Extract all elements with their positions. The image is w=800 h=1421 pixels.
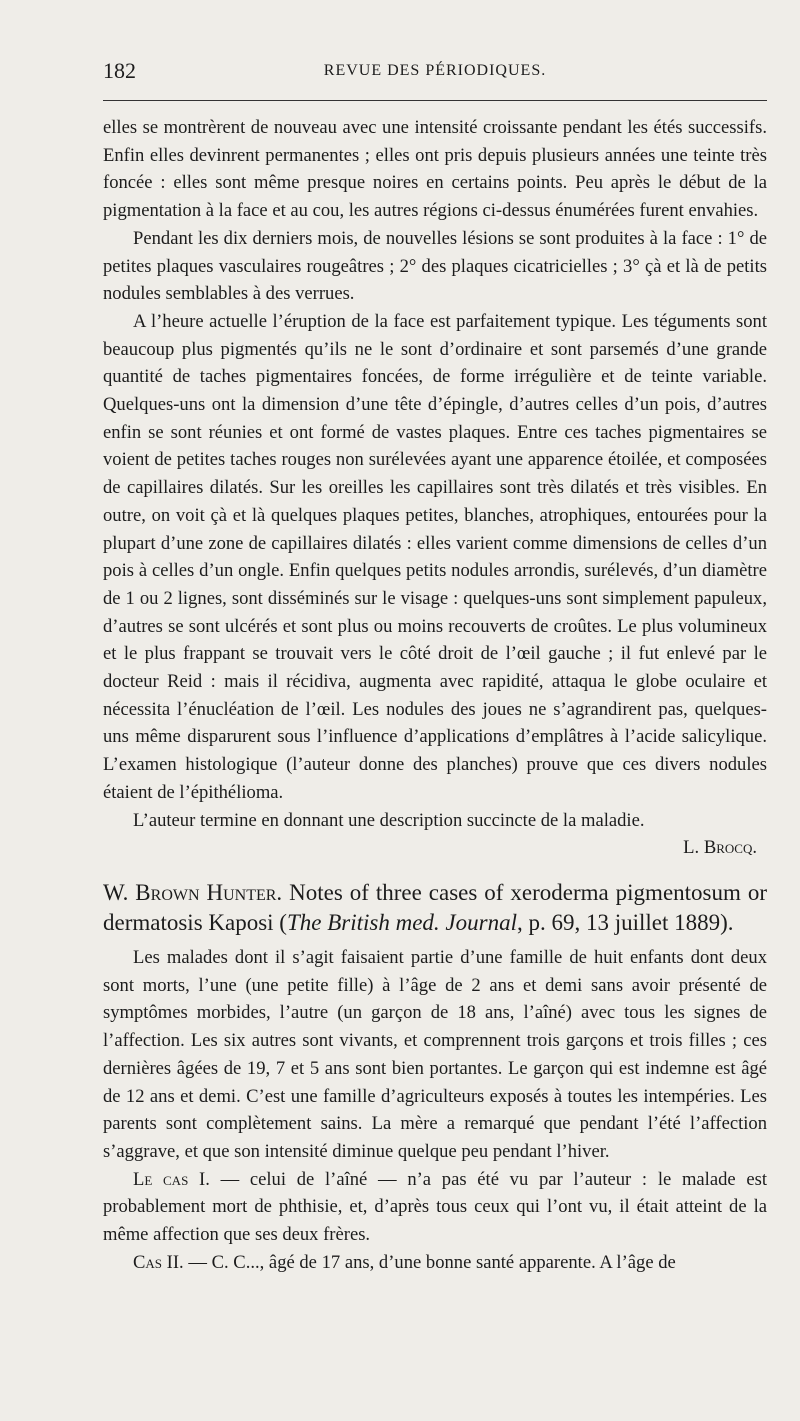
- paragraph-case-1: [103, 1166, 767, 1249]
- page-number: 182: [103, 58, 136, 83]
- case-2-text: — C. C..., âgé de 17 ans, d’une bonne santé apparente. A l’âge de: [183, 1251, 676, 1273]
- article-author: W. Brown Hunter.: [103, 879, 283, 905]
- paragraph-current-eruption: A l’heure actuelle l’éruption de la face est parfaitement typique. Les téguments sont beaucoup plus pigmentés qu’ils ne le sont d’ordinaire et sont parsemés d’une grande quantité de taches pigmentaires foncées, de forme irrégulière et de teinte variable. Quelques-uns ont la dimension d’une tête d’épingle, d’autres celles d’un pois, d’autres enfin se sont réunies et ont formé de vastes plaques. Entre ces taches pigmentaires se voient de petites taches rouges non surélevées ayant une apparence étoilée, et composées de capillaires dilatés. Sur les oreilles les capillaires sont très dilatés et très visibles. En outre, on voit çà et là quelques plaques petites, blanches, atrophiques, entourées pour la plupart d’une zone de capillaires dilatés : elles varient comme dimensions de celles d’un pois à celles d’un ongle. Enfin quelques petits nodules arrondis, surélevés, d’un diamètre de 1 ou 2 lignes, sont disséminés sur le visage : quelques-uns sont simplement papuleux, d’autres se sont ulcérés et sont plus ou moins recouverts de croûtes. Le plus volumineux et le plus frappant se trouvait vers le côté droit de l’œil gauche ; il fut enlevé par le docteur Reid : mais il récidiva, augmenta avec rapidité, attaqua le globe oculaire et nécessita l’énucléation de l’œil. Les nodules des joues ne s’agrandirent pas, quelques-uns même disparurent sous l’influence d’applications d’emplâtres à l’acide salicylique. L’examen histologique (l’auteur donne des planches) prouve que ces divers nodules étaient de l’épithélioma.: [103, 310, 767, 803]
- paragraph-case-2: [103, 1249, 767, 1277]
- article-title: Notes of three cases of xeroderma pigmentosum or dermatosis Kaposi (: [103, 879, 767, 935]
- paragraph-continuation: elles se montrèrent de nouveau avec une intensité croissante pendant les étés successifs. Enfin elles devinrent permanentes ; elles ont pris depuis plusieurs années une teinte très foncée : elles sont même presque noires en certains points. Peu après le début de la pigmentation à la face et au cou, les autres régions ci-dessus énumérées furent envahies.: [103, 117, 767, 222]
- article-heading: [103, 878, 767, 938]
- article-journal: The British med. Journal: [286, 909, 517, 935]
- case-2-label: Cas II.: [133, 1251, 184, 1273]
- paragraph-conclusion: L’auteur termine en donnant une description succincte de la maladie.: [133, 809, 645, 831]
- paragraph-family: Les malades dont il s’agit faisaient partie d’une famille de huit enfants dont deux sont morts, l’une (une petite fille) à l’âge de 2 ans et demi sans avoir présenté de symptômes morbides, l’autre (un garçon de 18 ans, l’aîné) avec tous les signes de l’affection. Les six autres sont vivants, et comprennent trois garçons et trois filles ; ces dernières âgées de 19, 7 et 5 ans sont bien portantes. Le garçon qui est indemne est âgé de 12 ans et demi. C’est une famille d’agriculteurs exposés à toutes les intempéries. Les parents sont complètement sains. La mère a remarqué que pendant l’été l’affection s’aggrave, et que son intensité diminue quelque peu pendant l’hiver.: [103, 946, 767, 1162]
- case-1-text: — celui de l’aîné — n’a pas été vu par l’auteur : le malade est probablement mort de phthisie, et, d’après tous ceux qui l’ont vu, il était atteint de la même affection que ses deux frères.: [103, 1168, 767, 1246]
- author-signature: L. Brocq.: [683, 837, 757, 859]
- running-title: REVUE DES PÉRIODIQUES.: [323, 62, 547, 79]
- paragraph-new-lesions: Pendant les dix derniers mois, de nouvelles lésions se sont produites à la face : 1° de petites plaques vasculaires rougeâtres ; 2° des plaques cicatricielles ; 3° çà et là de petits nodules semblables à des verrues.: [103, 227, 767, 305]
- case-1-label: Le cas I.: [133, 1168, 210, 1190]
- page-body: [103, 114, 767, 1276]
- page-header: [103, 58, 767, 88]
- article-citation: , p. 69, 13 juillet 1889).: [516, 909, 734, 935]
- header-rule: [103, 100, 767, 101]
